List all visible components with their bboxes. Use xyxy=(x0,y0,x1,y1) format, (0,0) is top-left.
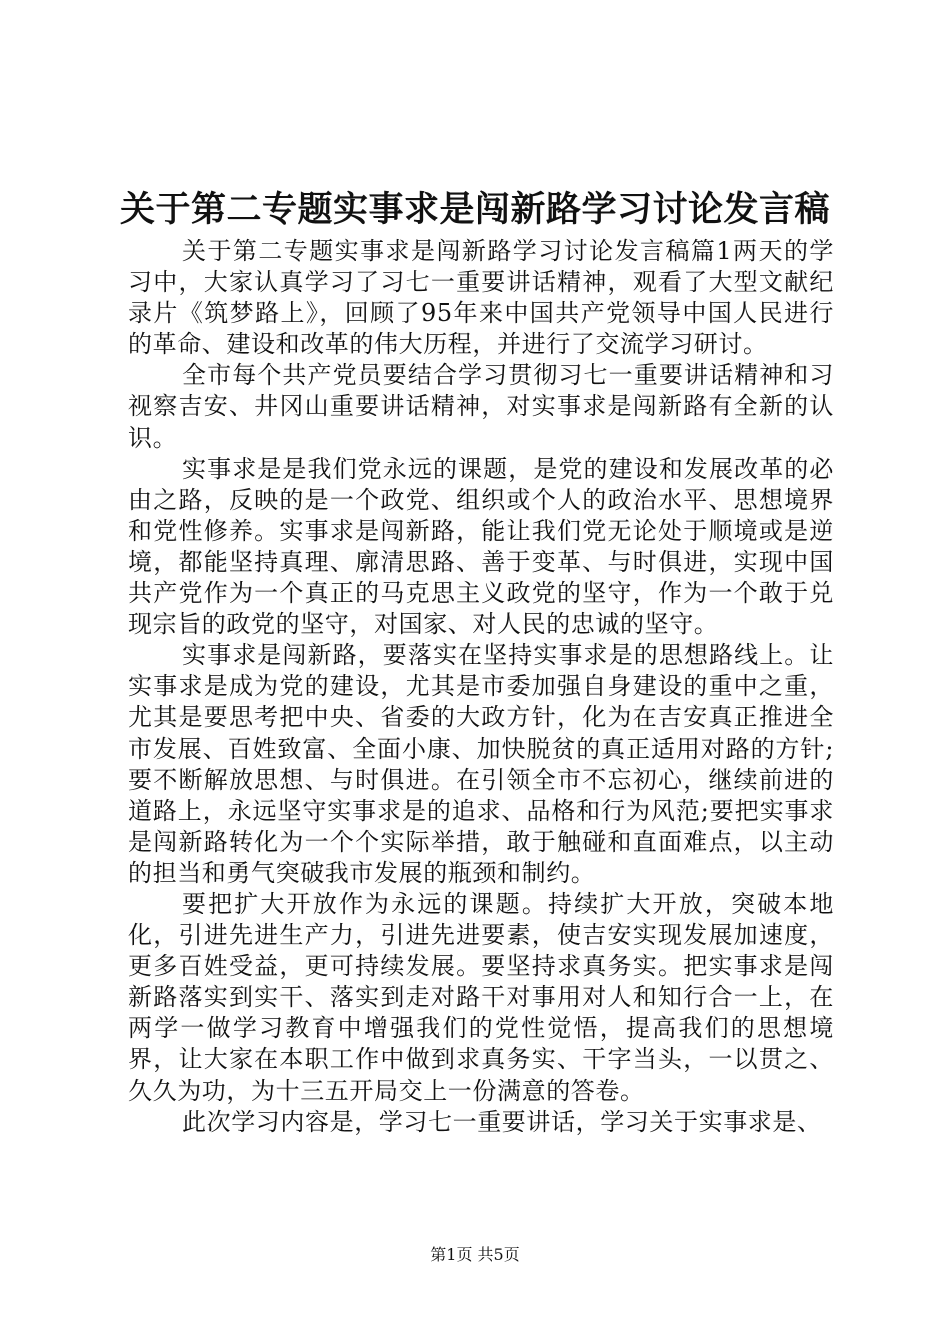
paragraph: 关于第二专题实事求是闯新路学习讨论发言稿篇1两天的学习中，大家认真学习了习七一重要讲话精神，观看了大型文献纪录片《筑梦路上》，回顾了95年来中国共产党领导中国人民进行的革命、建设和改革的伟大历程，并进行了交流学习研讨。 xyxy=(128,237,834,359)
document-body xyxy=(128,236,834,1138)
paragraph: 实事求是闯新路，要落实在坚持实事求是的思想路线上。让实事求是成为党的建设，尤其是市委加强自身建设的重中之重，尤其是要思考把中央、省委的大政方针，化为在吉安真正推进全市发展、百姓致富、全面小康、加快脱贫的真正适用对路的方针;要不断解放思想、与时俱进。在引领全市不忘初心，继续前进的道路上，永远坚守实事求是的追求、品格和行为风范;要把实事求是闯新路转化为一个个实际举措，敢于触碰和直面难点，以主动的担当和勇气突破我市发展的瓶颈和制约。 xyxy=(128,641,834,887)
paragraph: 要把扩大开放作为永远的课题。持续扩大开放，突破本地化，引进先进生产力，引进先进要素，使吉安实现发展加速度，更多百姓受益，更可持续发展。要坚持求真务实。把实事求是闯新路落实到实干、落实到走对路干对事用对人和知行合一上，在两学一做学习教育中增强我们的党性觉悟，提高我们的思想境界，让大家在本职工作中做到求真务实、干字当头，一以贯之、久久为功，为十三五开局交上一份满意的答卷。 xyxy=(128,889,834,1105)
paragraph: 实事求是是我们党永远的课题，是党的建设和发展改革的必由之路，反映的是一个政党、组织或个人的政治水平、思想境界和党性修养。实事求是闯新路，能让我们党无论处于顺境或是逆境，都能坚持真理、廓清思路、善于变革、与时俱进，实现中国共产党作为一个真正的马克思主义政党的坚守，作为一个敢于兑现宗旨的政党的坚守，对国家、对人民的忠诚的坚守。 xyxy=(128,454,834,639)
page-number-footer: 第1页 共5页 xyxy=(430,1245,520,1264)
paragraph: 此次学习内容是，学习七一重要讲话，学习关于实事求是、 xyxy=(182,1107,822,1136)
document-title: 关于第二专题实事求是闯新路学习讨论发言稿 xyxy=(120,190,831,230)
paragraph: 全市每个共产党员要结合学习贯彻习七一重要讲话精神和习视察吉安、井冈山重要讲话精神，对实事求是闯新路有全新的认识。 xyxy=(128,361,834,452)
